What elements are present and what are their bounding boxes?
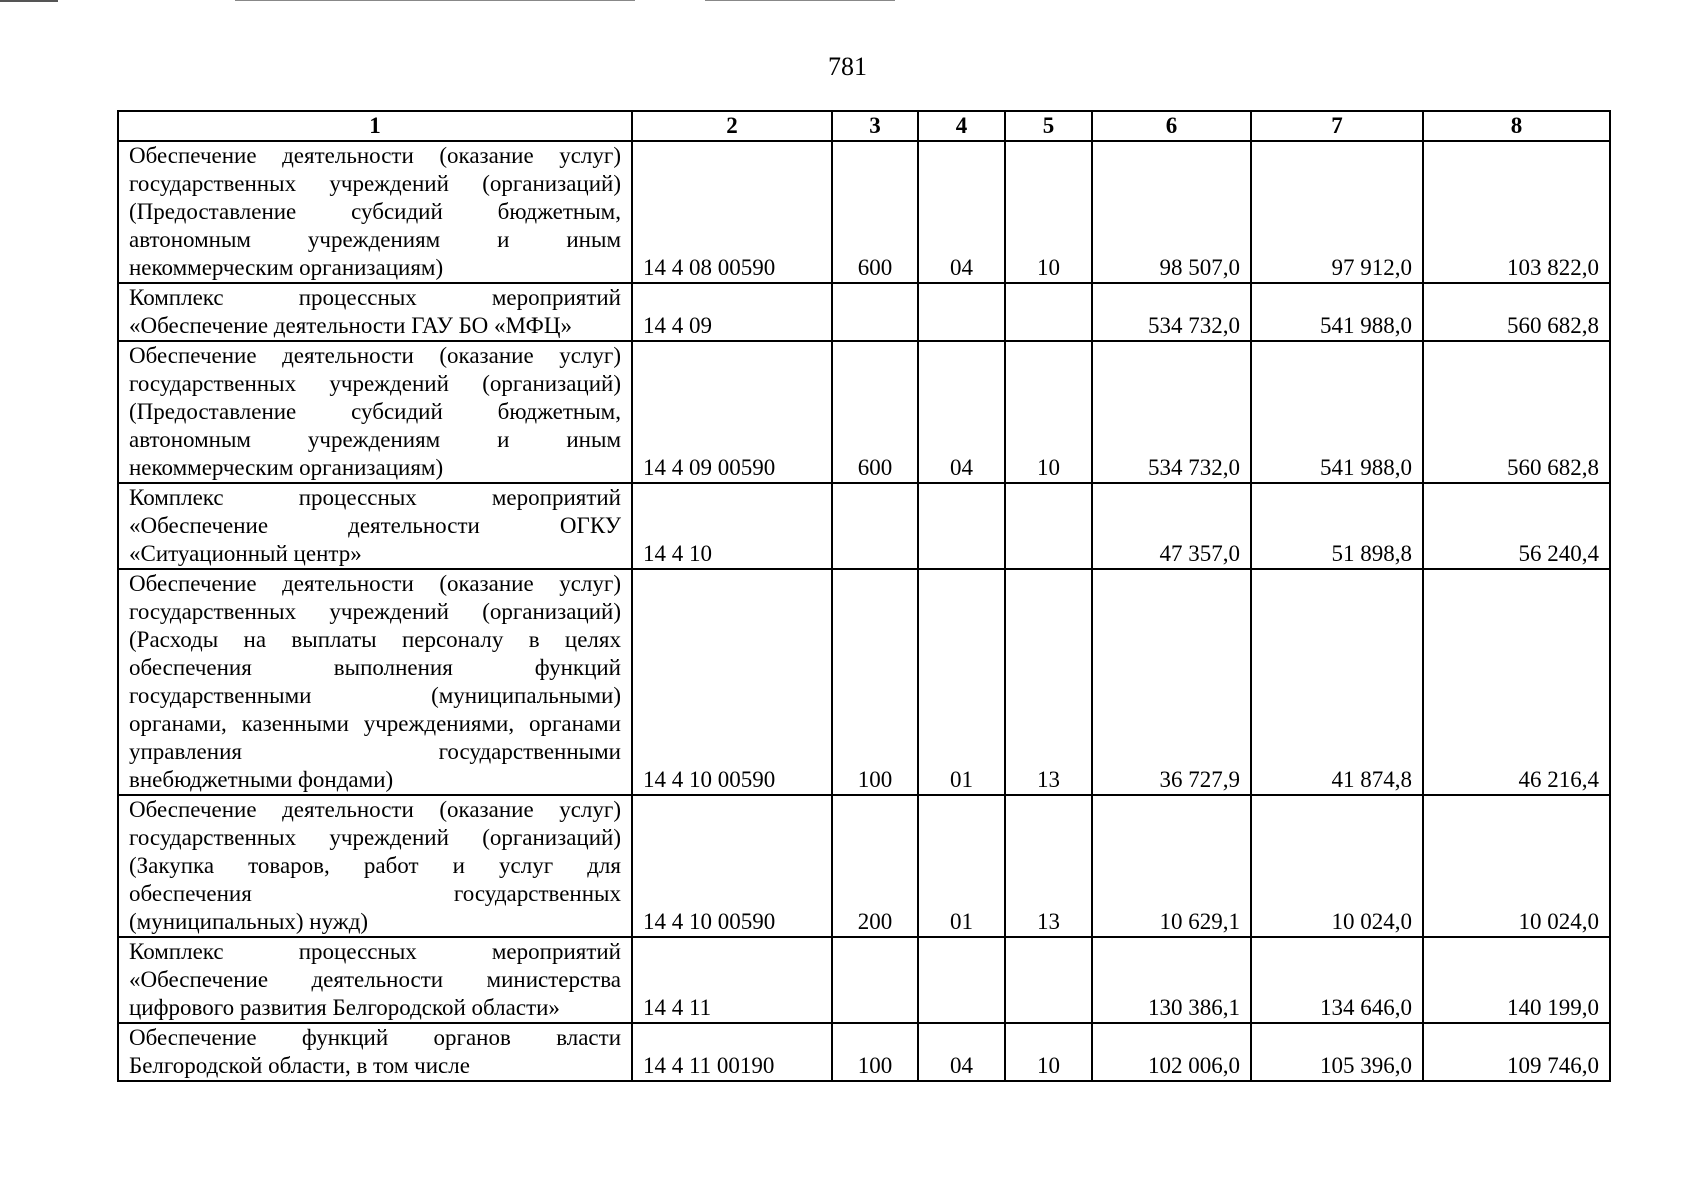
description-line: Обеспечение деятельности (оказание услуг) bbox=[129, 571, 621, 596]
description-line: Комплекс процессных мероприятий bbox=[129, 285, 621, 310]
column-header: 2 bbox=[632, 111, 832, 141]
header-row bbox=[118, 111, 1610, 141]
section-cell bbox=[918, 937, 1005, 1023]
amount-col7-cell: 541 988,0 bbox=[1251, 341, 1423, 483]
section-cell: 04 bbox=[918, 1023, 1005, 1081]
amount-col8-cell: 109 746,0 bbox=[1423, 1023, 1610, 1081]
description-line: (Расходы на выплаты персоналу в целях bbox=[129, 627, 621, 652]
subsection-cell: 13 bbox=[1005, 569, 1092, 795]
description-line: Обеспечение функций органов власти bbox=[129, 1025, 621, 1050]
amount-col7-cell: 105 396,0 bbox=[1251, 1023, 1423, 1081]
description-line: внебюджетными фондами) bbox=[129, 767, 394, 792]
description-line: Белгородской области, в том числе bbox=[129, 1053, 470, 1078]
budget-code-cell: 14 4 11 bbox=[632, 937, 832, 1023]
description-line: государственных учреждений (организаций) bbox=[129, 825, 621, 850]
description-cell bbox=[118, 795, 632, 937]
page-number: 781 bbox=[828, 52, 867, 81]
amount-col8-cell: 56 240,4 bbox=[1423, 483, 1610, 569]
column-header: 4 bbox=[918, 111, 1005, 141]
column-header: 6 bbox=[1092, 111, 1251, 141]
subsection-cell: 10 bbox=[1005, 141, 1092, 283]
budget-code-cell: 14 4 10 bbox=[632, 483, 832, 569]
expense-type-cell: 600 bbox=[832, 341, 918, 483]
section-cell: 01 bbox=[918, 569, 1005, 795]
table-row bbox=[118, 341, 1610, 483]
description-cell bbox=[118, 483, 632, 569]
description-line: государственных учреждений (организаций) bbox=[129, 171, 621, 196]
scan-artifact-line bbox=[705, 0, 895, 1]
table-row bbox=[118, 283, 1610, 341]
expense-type-cell bbox=[832, 483, 918, 569]
budget-code-cell: 14 4 08 00590 bbox=[632, 141, 832, 283]
section-cell: 01 bbox=[918, 795, 1005, 937]
expense-type-cell: 200 bbox=[832, 795, 918, 937]
column-header: 3 bbox=[832, 111, 918, 141]
description-line: «Обеспечение деятельности ОГКУ bbox=[129, 513, 621, 538]
amount-col7-cell: 10 024,0 bbox=[1251, 795, 1423, 937]
amount-col7-cell: 541 988,0 bbox=[1251, 283, 1423, 341]
description-line: «Обеспечение деятельности министерства bbox=[129, 967, 621, 992]
description-line: (Предоставление субсидий бюджетным, bbox=[129, 199, 621, 224]
description-line: государственных учреждений (организаций) bbox=[129, 599, 621, 624]
subsection-cell: 10 bbox=[1005, 341, 1092, 483]
description-cell bbox=[118, 569, 632, 795]
subsection-cell: 10 bbox=[1005, 1023, 1092, 1081]
description-line: «Обеспечение деятельности ГАУ БО «МФЦ» bbox=[129, 313, 572, 338]
description-line: цифрового развития Белгородской области» bbox=[129, 995, 560, 1020]
description-line: органами, казенными учреждениями, органами bbox=[129, 711, 621, 736]
description-line: автономным учреждениям и иным bbox=[129, 427, 621, 452]
amount-col8-cell: 560 682,8 bbox=[1423, 283, 1610, 341]
budget-code-cell: 14 4 11 00190 bbox=[632, 1023, 832, 1081]
amount-col7-cell: 51 898,8 bbox=[1251, 483, 1423, 569]
subsection-cell: 13 bbox=[1005, 795, 1092, 937]
amount-col6-cell: 102 006,0 bbox=[1092, 1023, 1251, 1081]
budget-table bbox=[117, 110, 1611, 1082]
description-line: (муниципальных) нужд) bbox=[129, 909, 369, 934]
expense-type-cell: 100 bbox=[832, 1023, 918, 1081]
description-cell bbox=[118, 283, 632, 341]
amount-col8-cell: 103 822,0 bbox=[1423, 141, 1610, 283]
description-line: некоммерческим организациям) bbox=[129, 255, 444, 280]
amount-col6-cell: 130 386,1 bbox=[1092, 937, 1251, 1023]
subsection-cell bbox=[1005, 283, 1092, 341]
column-header: 1 bbox=[118, 111, 632, 141]
expense-type-cell: 600 bbox=[832, 141, 918, 283]
table-row bbox=[118, 937, 1610, 1023]
description-line: «Ситуационный центр» bbox=[129, 541, 362, 566]
description-line: Комплекс процессных мероприятий bbox=[129, 939, 621, 964]
amount-col8-cell: 10 024,0 bbox=[1423, 795, 1610, 937]
table-row bbox=[118, 795, 1610, 937]
amount-col8-cell: 140 199,0 bbox=[1423, 937, 1610, 1023]
description-line: Комплекс процессных мероприятий bbox=[129, 485, 621, 510]
description-line: государственными (муниципальными) bbox=[129, 683, 621, 708]
scan-artifact-line bbox=[0, 0, 58, 2]
column-header: 8 bbox=[1423, 111, 1610, 141]
description-line: Обеспечение деятельности (оказание услуг) bbox=[129, 343, 621, 368]
budget-code-cell: 14 4 09 bbox=[632, 283, 832, 341]
amount-col8-cell: 46 216,4 bbox=[1423, 569, 1610, 795]
budget-code-cell: 14 4 10 00590 bbox=[632, 795, 832, 937]
amount-col6-cell: 534 732,0 bbox=[1092, 283, 1251, 341]
column-header: 5 bbox=[1005, 111, 1092, 141]
amount-col8-cell: 560 682,8 bbox=[1423, 341, 1610, 483]
description-line: (Предоставление субсидий бюджетным, bbox=[129, 399, 621, 424]
amount-col7-cell: 41 874,8 bbox=[1251, 569, 1423, 795]
subsection-cell bbox=[1005, 937, 1092, 1023]
amount-col7-cell: 97 912,0 bbox=[1251, 141, 1423, 283]
table-row bbox=[118, 141, 1610, 283]
description-line: государственных учреждений (организаций) bbox=[129, 371, 621, 396]
description-line: Обеспечение деятельности (оказание услуг) bbox=[129, 143, 621, 168]
description-line: некоммерческим организациям) bbox=[129, 455, 444, 480]
scan-artifact-line bbox=[235, 0, 635, 1]
description-line: Обеспечение деятельности (оказание услуг) bbox=[129, 797, 621, 822]
section-cell bbox=[918, 483, 1005, 569]
section-cell: 04 bbox=[918, 141, 1005, 283]
amount-col7-cell: 134 646,0 bbox=[1251, 937, 1423, 1023]
description-cell bbox=[118, 141, 632, 283]
budget-code-cell: 14 4 09 00590 bbox=[632, 341, 832, 483]
expense-type-cell bbox=[832, 283, 918, 341]
column-header: 7 bbox=[1251, 111, 1423, 141]
description-line: автономным учреждениям и иным bbox=[129, 227, 621, 252]
amount-col6-cell: 98 507,0 bbox=[1092, 141, 1251, 283]
description-cell bbox=[118, 937, 632, 1023]
expense-type-cell: 100 bbox=[832, 569, 918, 795]
description-line: обеспечения государственных bbox=[129, 881, 621, 906]
table-row bbox=[118, 569, 1610, 795]
amount-col6-cell: 534 732,0 bbox=[1092, 341, 1251, 483]
description-line: управления государственными bbox=[129, 739, 621, 764]
section-cell: 04 bbox=[918, 341, 1005, 483]
table-row bbox=[118, 483, 1610, 569]
table-row bbox=[118, 1023, 1610, 1081]
amount-col6-cell: 36 727,9 bbox=[1092, 569, 1251, 795]
budget-code-cell: 14 4 10 00590 bbox=[632, 569, 832, 795]
description-line: (Закупка товаров, работ и услуг для bbox=[129, 853, 621, 878]
subsection-cell bbox=[1005, 483, 1092, 569]
description-cell bbox=[118, 341, 632, 483]
amount-col6-cell: 47 357,0 bbox=[1092, 483, 1251, 569]
section-cell bbox=[918, 283, 1005, 341]
expense-type-cell bbox=[832, 937, 918, 1023]
amount-col6-cell: 10 629,1 bbox=[1092, 795, 1251, 937]
table-body bbox=[118, 141, 1610, 1081]
description-cell bbox=[118, 1023, 632, 1081]
description-line: обеспечения выполнения функций bbox=[129, 655, 621, 680]
